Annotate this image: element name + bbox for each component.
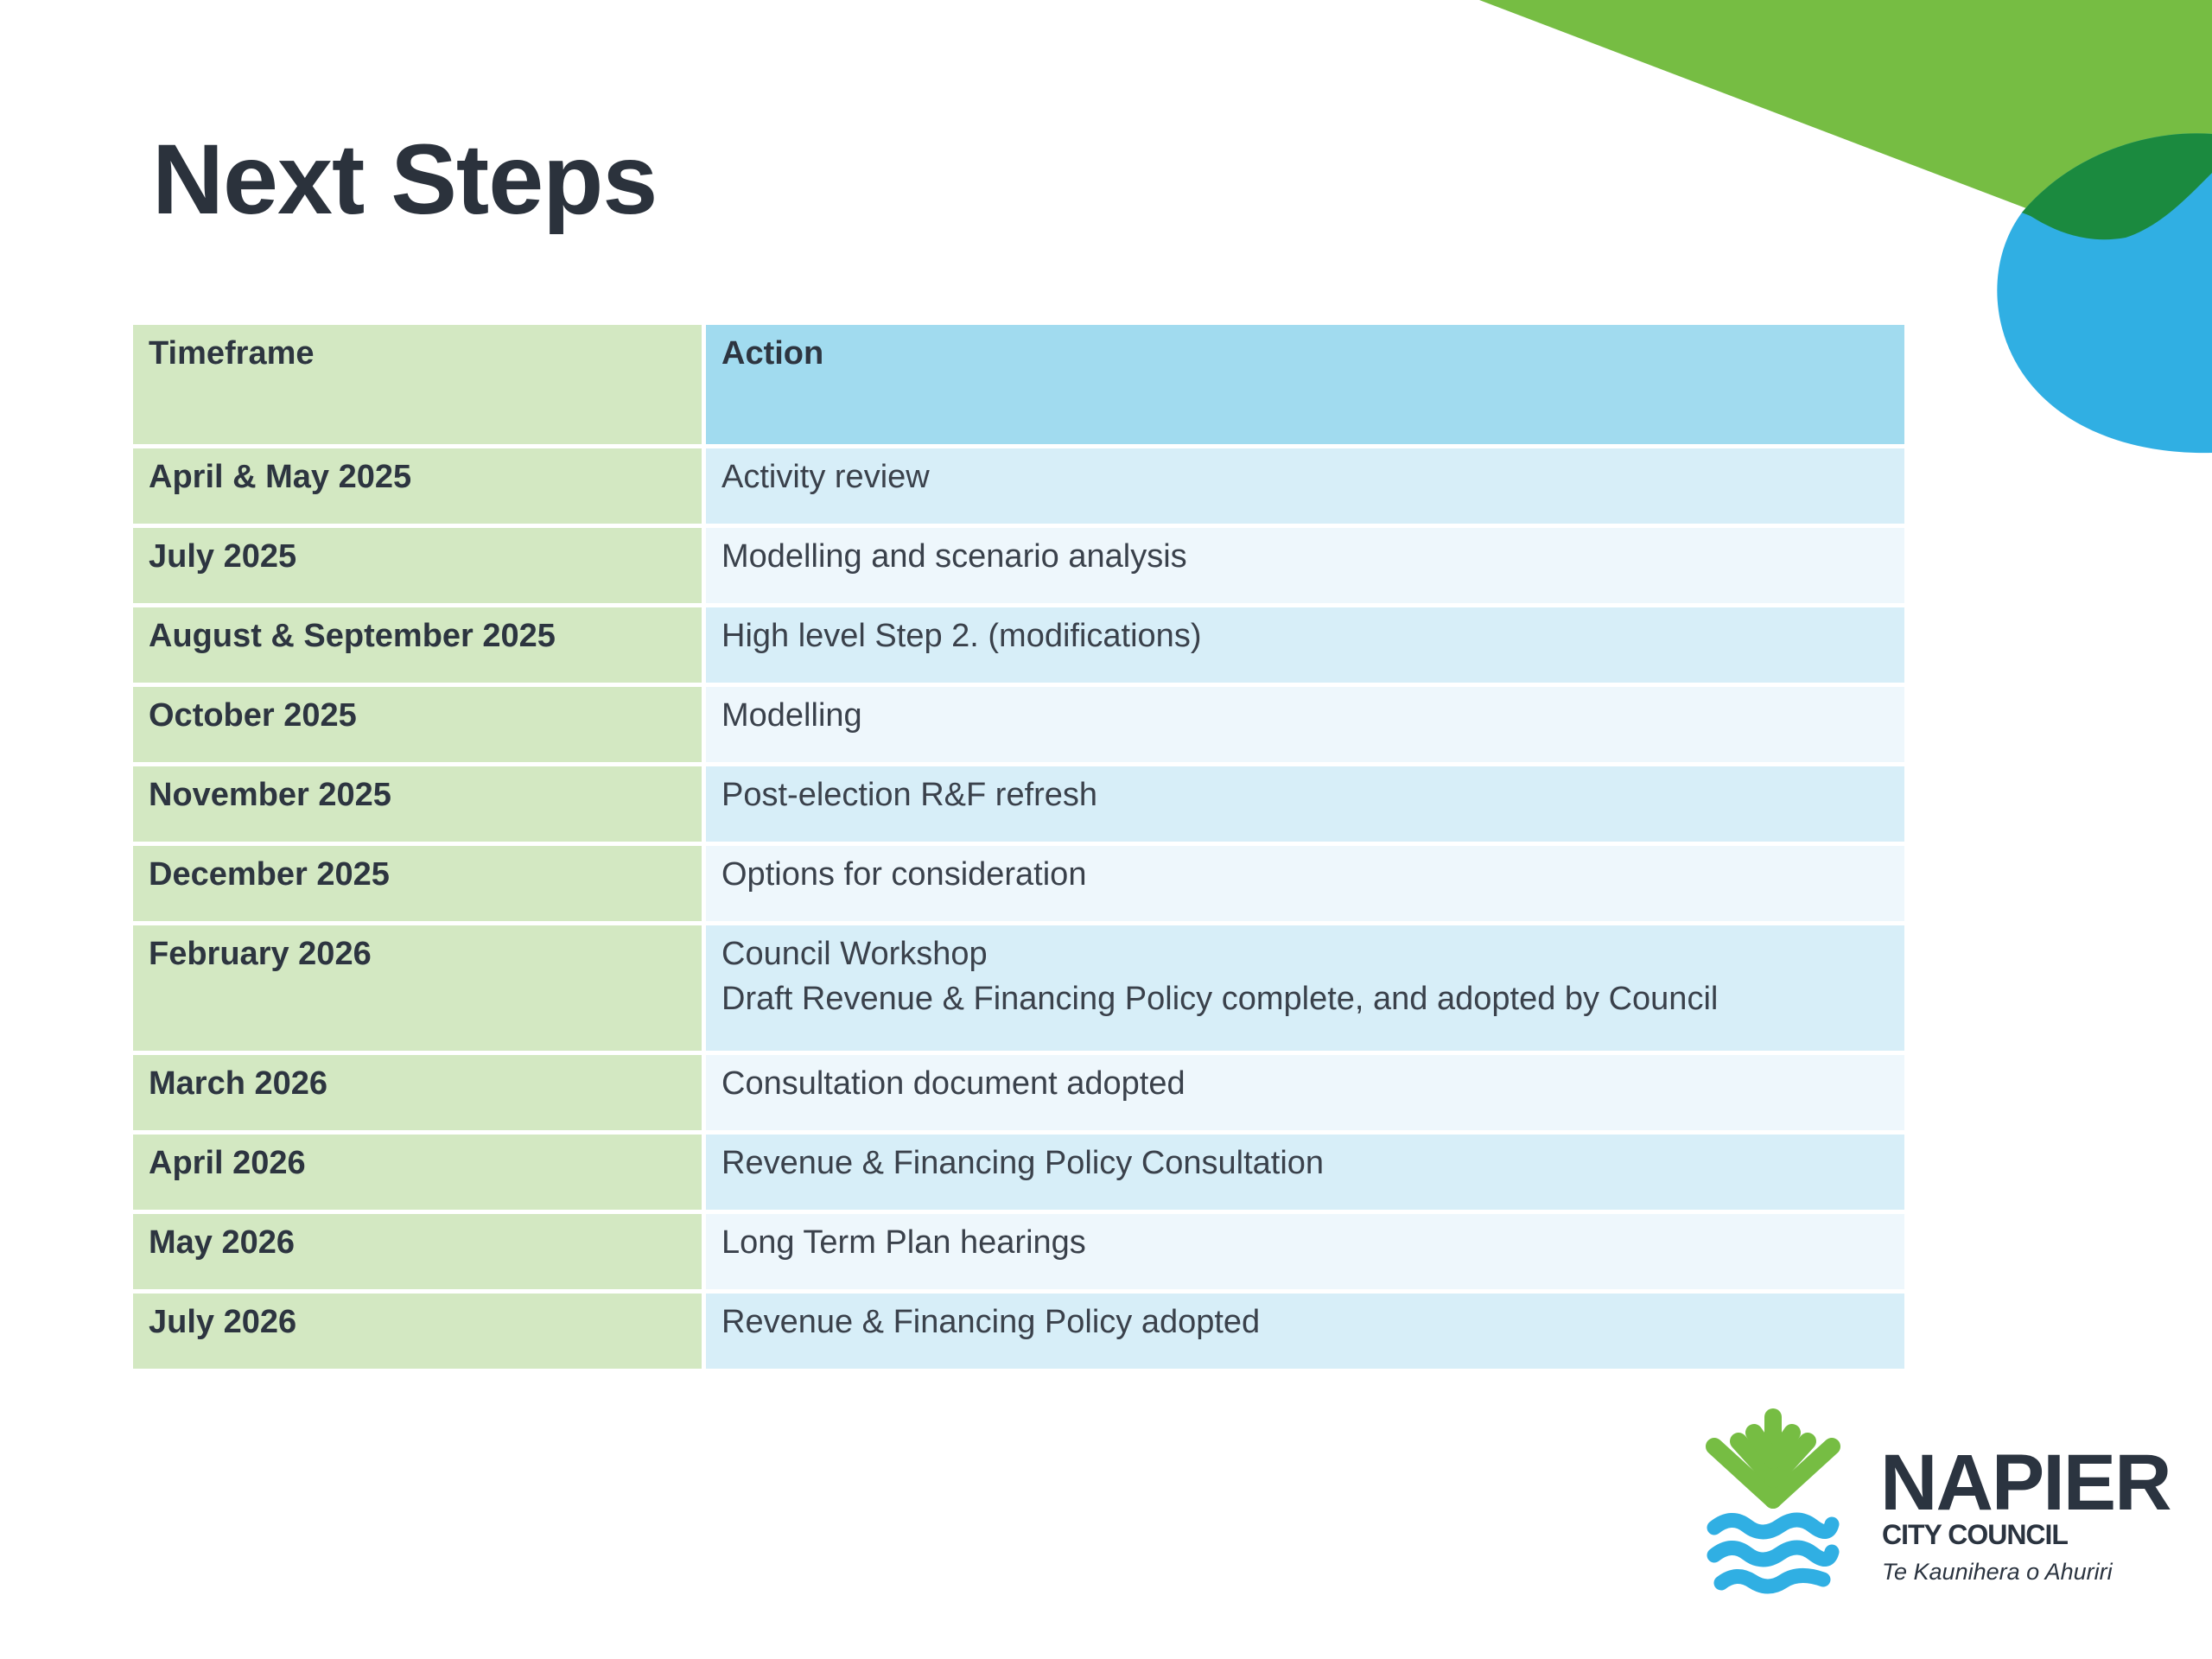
action-header: Action	[706, 325, 1904, 448]
timeframe-cell: October 2025	[133, 687, 706, 766]
action-cell	[706, 1055, 1904, 1135]
table-row	[133, 925, 1904, 1055]
timeframe-cell: February 2026	[133, 925, 706, 1055]
action-cell	[706, 766, 1904, 846]
table-row	[133, 1214, 1904, 1294]
table-row	[133, 528, 1904, 607]
timeframe-cell: March 2026	[133, 1055, 706, 1135]
action-cell	[706, 607, 1904, 687]
action-text: Draft Revenue & Financing Policy complete, and adopted by Council	[721, 981, 1719, 1017]
table-row	[133, 1135, 1904, 1214]
table-row	[133, 448, 1904, 528]
table-row	[133, 1055, 1904, 1135]
action-cell	[706, 846, 1904, 925]
logo-name: NAPIER	[1880, 1439, 2171, 1527]
next-steps-table	[133, 325, 1904, 1373]
action-cell	[706, 687, 1904, 766]
logo-maori-name: Te Kaunihera o Ahuriri	[1882, 1559, 2113, 1585]
table-row	[133, 607, 1904, 687]
action-text: Options for consideration	[721, 856, 1087, 893]
action-cell	[706, 528, 1904, 607]
timeframe-cell: November 2025	[133, 766, 706, 846]
napier-logo-icon	[1702, 1407, 1858, 1605]
timeframe-cell: July 2026	[133, 1294, 706, 1373]
action-text: High level Step 2. (modifications)	[721, 618, 1202, 654]
timeframe-header: Timeframe	[133, 325, 706, 448]
action-cell	[706, 925, 1904, 1055]
timeframe-cell: April & May 2025	[133, 448, 706, 528]
timeframe-cell: July 2025	[133, 528, 706, 607]
action-cell	[706, 1214, 1904, 1294]
table-header-row	[133, 325, 1904, 448]
timeframe-cell: May 2026	[133, 1214, 706, 1294]
action-text: Activity review	[721, 459, 930, 495]
table-row	[133, 1294, 1904, 1373]
timeframe-cell: August & September 2025	[133, 607, 706, 687]
page-title: Next Steps	[152, 124, 658, 235]
timeframe-cell: April 2026	[133, 1135, 706, 1214]
action-text: Revenue & Financing Policy adopted	[721, 1304, 1261, 1340]
action-text: Long Term Plan hearings	[721, 1224, 1086, 1261]
timeframe-cell: December 2025	[133, 846, 706, 925]
action-text: Council Workshop	[721, 936, 988, 972]
action-text: Modelling and scenario analysis	[721, 538, 1187, 575]
action-text: Modelling	[721, 697, 862, 734]
table-row	[133, 846, 1904, 925]
action-cell	[706, 1294, 1904, 1373]
table-row	[133, 766, 1904, 846]
action-cell	[706, 1135, 1904, 1214]
action-text: Post-election R&F refresh	[721, 777, 1098, 813]
action-cell	[706, 448, 1904, 528]
action-text: Revenue & Financing Policy Consultation	[721, 1145, 1325, 1181]
table-row	[133, 687, 1904, 766]
action-text: Consultation document adopted	[721, 1065, 1185, 1102]
logo-subtitle: CITY COUNCIL	[1882, 1519, 2068, 1550]
